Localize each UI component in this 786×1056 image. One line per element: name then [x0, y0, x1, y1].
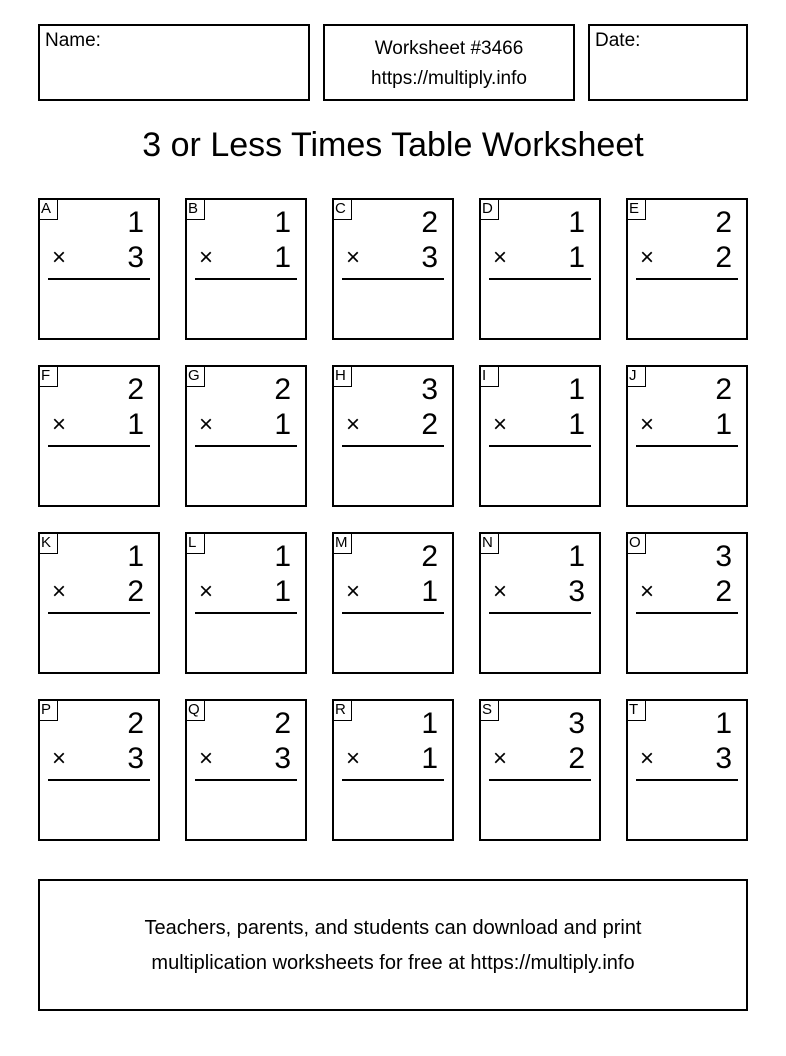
multiplier: 1 [568, 408, 585, 441]
times-sign: × [346, 411, 361, 438]
problem-letter: B [185, 198, 205, 220]
problem-card[interactable] [479, 198, 601, 340]
answer-line [489, 612, 591, 614]
times-sign: × [52, 244, 67, 271]
times-sign: × [199, 244, 214, 271]
times-sign: × [640, 745, 655, 772]
multiplier: 3 [568, 575, 585, 608]
problem-letter: N [479, 532, 499, 554]
multiplicand: 2 [274, 373, 291, 406]
multiplier: 2 [127, 575, 144, 608]
problem-card[interactable] [38, 532, 160, 674]
footer-box [38, 879, 748, 1011]
problem-letter: T [626, 699, 646, 721]
multiplier: 3 [715, 742, 732, 775]
multiplicand: 1 [715, 707, 732, 740]
answer-line [48, 612, 150, 614]
problem-letter: K [38, 532, 58, 554]
multiplicand: 2 [421, 540, 438, 573]
times-sign: × [199, 578, 214, 605]
multiplicand: 1 [274, 206, 291, 239]
problem-letter: I [479, 365, 499, 387]
answer-line [342, 445, 444, 447]
problem-card[interactable] [38, 365, 160, 507]
problem-card[interactable] [332, 198, 454, 340]
answer-line [48, 779, 150, 781]
multiplier: 3 [127, 241, 144, 274]
problem-card[interactable] [626, 532, 748, 674]
answer-line [48, 445, 150, 447]
answer-line [636, 779, 738, 781]
name-label: Name: [45, 30, 101, 51]
answer-line [489, 779, 591, 781]
times-sign: × [493, 411, 508, 438]
answer-line [636, 445, 738, 447]
problem-letter: C [332, 198, 352, 220]
problem-letter: H [332, 365, 352, 387]
problem-letter: J [626, 365, 646, 387]
multiplier: 1 [127, 408, 144, 441]
answer-line [195, 445, 297, 447]
multiplicand: 1 [568, 206, 585, 239]
answer-line [636, 612, 738, 614]
answer-line [195, 779, 297, 781]
multiplier: 1 [274, 241, 291, 274]
multiplicand: 1 [568, 373, 585, 406]
worksheet-url: https://multiply.info [371, 68, 527, 89]
multiplier: 2 [715, 241, 732, 274]
problem-letter: P [38, 699, 58, 721]
multiplicand: 1 [568, 540, 585, 573]
worksheet-id: Worksheet #3466 [374, 38, 524, 59]
problem-card[interactable] [38, 198, 160, 340]
answer-line [342, 779, 444, 781]
multiplicand: 3 [715, 540, 732, 573]
times-sign: × [493, 244, 508, 271]
multiplicand: 2 [715, 373, 732, 406]
multiplier: 1 [421, 742, 438, 775]
problem-card[interactable] [185, 198, 307, 340]
problem-card[interactable] [185, 365, 307, 507]
problem-card[interactable] [479, 699, 601, 841]
problem-letter: F [38, 365, 58, 387]
times-sign: × [640, 244, 655, 271]
multiplicand: 2 [274, 707, 291, 740]
multiplier: 3 [421, 241, 438, 274]
problem-letter: Q [185, 699, 205, 721]
problem-card[interactable] [332, 532, 454, 674]
times-sign: × [346, 244, 361, 271]
problem-card[interactable] [185, 699, 307, 841]
times-sign: × [199, 411, 214, 438]
multiplier: 2 [568, 742, 585, 775]
footer-line-1: Teachers, parents, and students can download and print [144, 917, 642, 939]
multiplier: 3 [127, 742, 144, 775]
multiplier: 1 [274, 408, 291, 441]
multiplicand: 2 [715, 206, 732, 239]
times-sign: × [346, 578, 361, 605]
times-sign: × [493, 578, 508, 605]
multiplier: 1 [568, 241, 585, 274]
problem-letter: O [626, 532, 646, 554]
multiplier: 1 [421, 575, 438, 608]
footer-line-2: multiplication worksheets for free at https://multiply.info [151, 952, 635, 974]
answer-line [489, 445, 591, 447]
answer-line [195, 612, 297, 614]
multiplier: 2 [715, 575, 732, 608]
multiplier: 1 [715, 408, 732, 441]
multiplicand: 1 [127, 540, 144, 573]
page-title: 3 or Less Times Table Worksheet [142, 126, 644, 164]
problem-letter: S [479, 699, 499, 721]
multiplicand: 2 [127, 707, 144, 740]
problem-letter: E [626, 198, 646, 220]
problem-letter: A [38, 198, 58, 220]
times-sign: × [52, 578, 67, 605]
times-sign: × [199, 745, 214, 772]
problem-card[interactable] [38, 699, 160, 841]
date-label: Date: [595, 30, 641, 51]
problem-card[interactable] [626, 198, 748, 340]
problem-card[interactable] [479, 532, 601, 674]
multiplicand: 2 [127, 373, 144, 406]
multiplicand: 1 [421, 707, 438, 740]
problem-card[interactable] [185, 532, 307, 674]
times-sign: × [346, 745, 361, 772]
problem-card[interactable] [626, 699, 748, 841]
times-sign: × [640, 411, 655, 438]
problem-letter: M [332, 532, 352, 554]
times-sign: × [640, 578, 655, 605]
times-sign: × [52, 411, 67, 438]
problem-letter: D [479, 198, 499, 220]
answer-line [342, 612, 444, 614]
multiplicand: 1 [127, 206, 144, 239]
answer-line [342, 278, 444, 280]
problem-card[interactable] [479, 365, 601, 507]
answer-line [636, 278, 738, 280]
problem-letter: G [185, 365, 205, 387]
answer-line [489, 278, 591, 280]
multiplier: 2 [421, 408, 438, 441]
multiplicand: 1 [274, 540, 291, 573]
multiplier: 1 [274, 575, 291, 608]
answer-line [48, 278, 150, 280]
problem-letter: R [332, 699, 352, 721]
answer-line [195, 278, 297, 280]
multiplicand: 3 [568, 707, 585, 740]
multiplicand: 2 [421, 206, 438, 239]
problem-card[interactable] [332, 365, 454, 507]
multiplier: 3 [274, 742, 291, 775]
problem-card[interactable] [626, 365, 748, 507]
times-sign: × [493, 745, 508, 772]
problem-card[interactable] [332, 699, 454, 841]
problem-letter: L [185, 532, 205, 554]
multiplicand: 3 [421, 373, 438, 406]
times-sign: × [52, 745, 67, 772]
